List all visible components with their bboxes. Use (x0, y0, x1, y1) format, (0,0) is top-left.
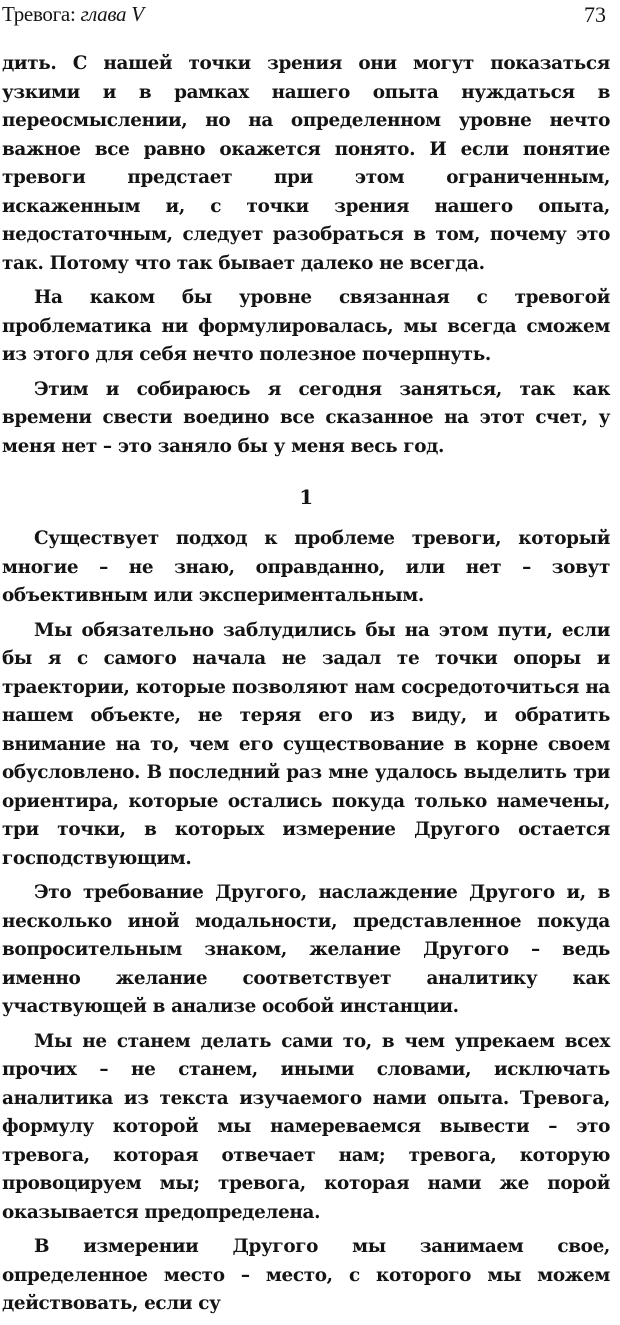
running-title-chapter: глава V (80, 2, 144, 26)
paragraph-cut-off: В измерении Другого мы занимаем свое, определенное место – место, с которого мы можем действовать, если су (2, 1236, 610, 1314)
paragraph: Существует подход к проблеме тревоги, который многие – не знаю, оправданно, или нет – зовут объективным или экспериментальным. (2, 528, 610, 606)
running-title (2, 2, 144, 27)
paragraph-continuation: дить. С нашей точки зрения они могут показаться узкими и в рамках нашего опыта нуждаться в переосмыслении, но на определенном уровне нечто важное все равно окажется понято. И если понятие тревоги предстает при этом ограниченным, искаженным и, с точки зрения нашего опыта, недостаточным, следует разобраться в том, почему это так. Потому что так бывает далеко не всегда. (2, 53, 610, 274)
section-number: 1 (299, 485, 313, 509)
page-number: 73 (584, 2, 606, 27)
running-title-main: Тревога: (2, 2, 81, 26)
paragraph: Это требование Другого, наслаждение Другого и, в несколько иной модальности, представленное покуда вопросительным знаком, желание Другого – ведь именно желание соответствует аналитику как участвующей в анализе особой инстанции. (2, 882, 610, 1017)
paragraph: Мы не станем делать сами то, в чем упрекаем всех прочих – не станем, иными словами, исключать аналитика из текста изучаемого нами опыта. Тревога, формулу которой мы намереваемся вывести – это тревога, которая отвечает нам; тревога, которую провоцируем мы; тревога, которая нами же порой оказывается предопределена. (2, 1030, 610, 1223)
paragraph: Мы обязательно заблудились бы на этом пути, если бы я с самого начала не задал те точки опоры и траектории, которые позволяют нам сосредоточиться на нашем объекте, не теряя его из виду, и обратить внимание на то, чем его существование в корне своем обусловлено. В последний раз мне удалось выделить три ориентира, которые остались покуда только намечены, три точки, в которых измерение Другого остается господствующим. (2, 619, 610, 869)
page-header (0, 2, 612, 32)
page-body (2, 50, 610, 1325)
paragraph: На каком бы уровне связанная с тревогой проблематика ни формулировалась, мы всегда сможем из этого для себя нечто полезное почерпнуть. (2, 287, 610, 365)
paragraph: Этим и собираюсь я сегодня заняться, так как времени свести воедино все сказанное на этот счет, у меня нет – это заняло бы у меня весь год. (2, 378, 610, 457)
